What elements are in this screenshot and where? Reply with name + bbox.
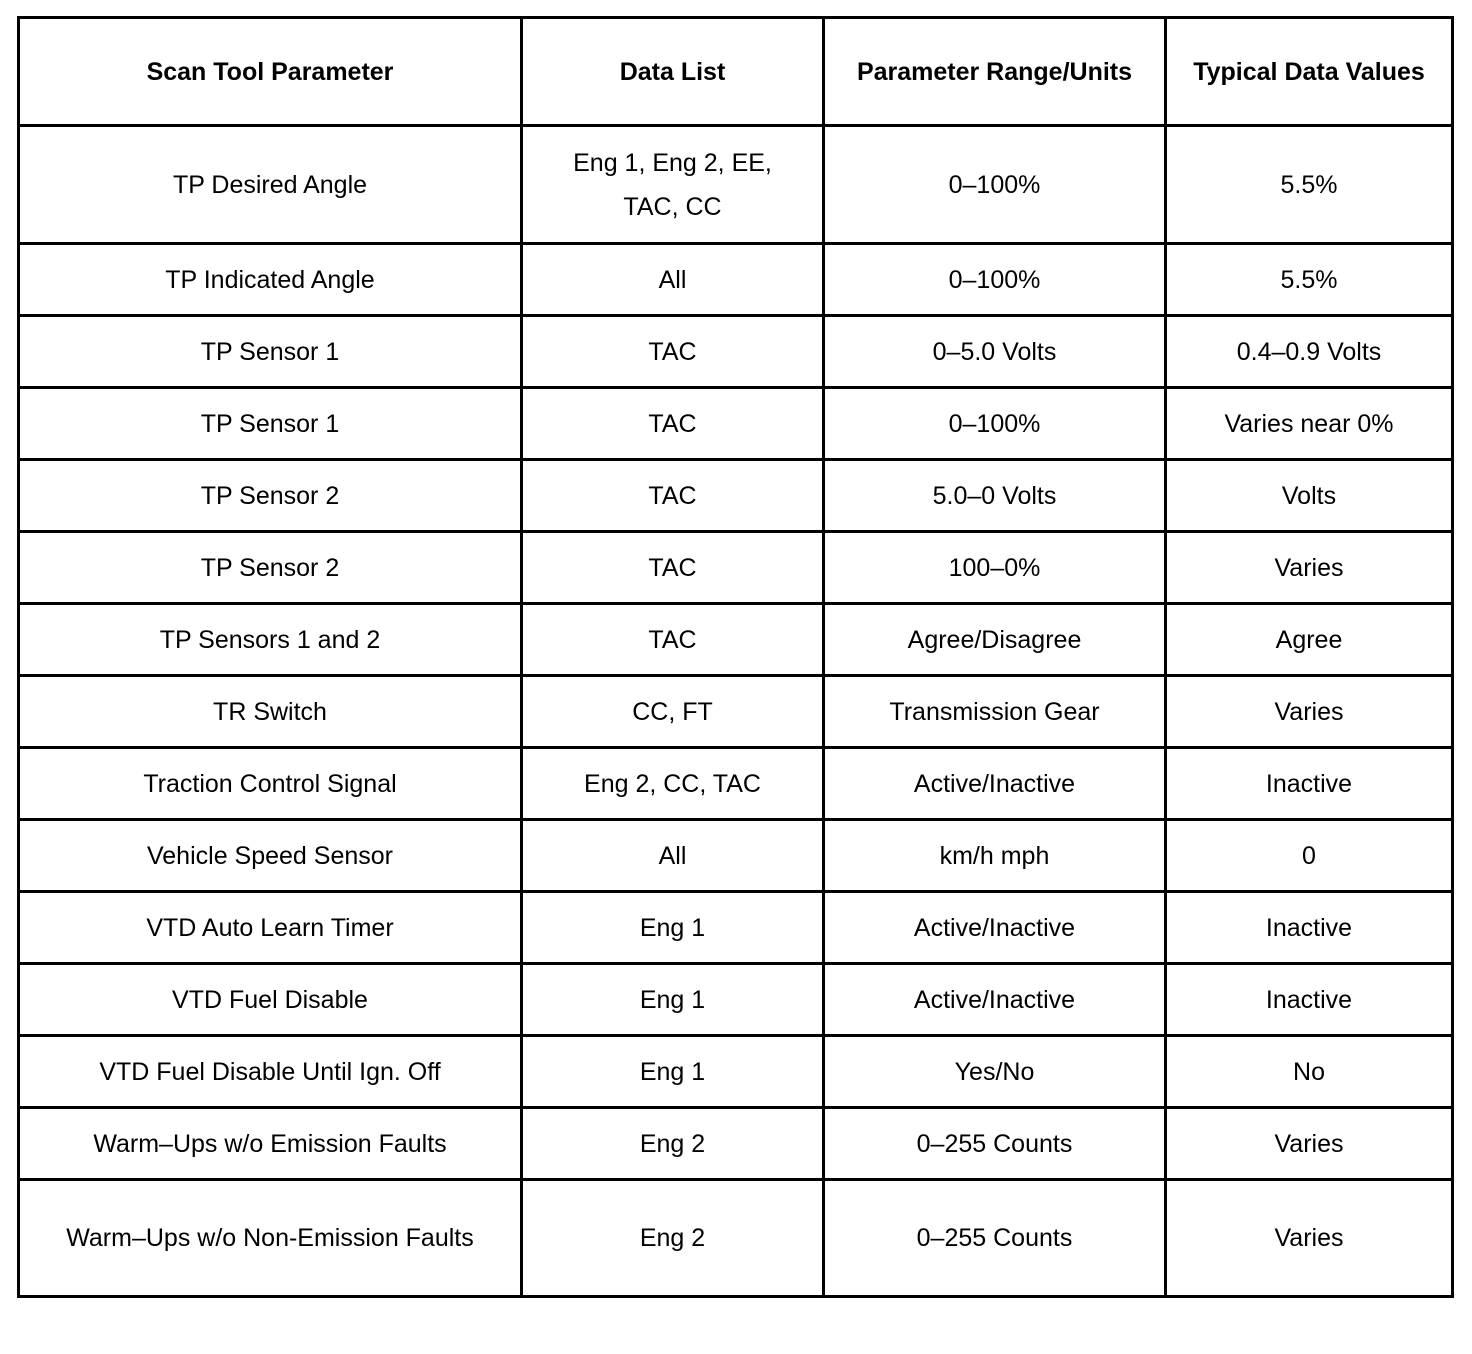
cell-range-units: Active/Inactive — [824, 964, 1166, 1036]
cell-typical-value: 0 — [1166, 820, 1453, 892]
table-row — [19, 820, 1453, 892]
cell-parameter: TP Sensors 1 and 2 — [19, 604, 522, 676]
table-row — [19, 892, 1453, 964]
cell-range-units: 0–100% — [824, 126, 1166, 244]
scan-tool-data-table-container — [17, 16, 1451, 1298]
header-scan-tool-parameter: Scan Tool Parameter — [19, 18, 522, 126]
cell-typical-value: 5.5% — [1166, 126, 1453, 244]
cell-data-list: Eng 2 — [522, 1108, 824, 1180]
cell-data-list: All — [522, 244, 824, 316]
cell-range-units: Yes/No — [824, 1036, 1166, 1108]
cell-data-list: CC, FT — [522, 676, 824, 748]
table-row — [19, 316, 1453, 388]
table-row — [19, 1036, 1453, 1108]
table-row — [19, 964, 1453, 1036]
cell-typical-value: Varies — [1166, 1108, 1453, 1180]
cell-parameter: Warm–Ups w/o Non-Emission Faults — [19, 1180, 522, 1297]
cell-range-units: 0–255 Counts — [824, 1180, 1166, 1297]
header-data-list: Data List — [522, 18, 824, 126]
cell-parameter: TP Sensor 1 — [19, 316, 522, 388]
cell-range-units: 0–5.0 Volts — [824, 316, 1166, 388]
cell-typical-value: 5.5% — [1166, 244, 1453, 316]
table-row — [19, 604, 1453, 676]
cell-parameter: VTD Fuel Disable Until Ign. Off — [19, 1036, 522, 1108]
cell-parameter: Warm–Ups w/o Emission Faults — [19, 1108, 522, 1180]
cell-typical-value: Agree — [1166, 604, 1453, 676]
cell-typical-value: Inactive — [1166, 892, 1453, 964]
cell-typical-value: Varies — [1166, 532, 1453, 604]
cell-range-units: 100–0% — [824, 532, 1166, 604]
cell-typical-value: Volts — [1166, 460, 1453, 532]
header-typical-data-values: Typical Data Values — [1166, 18, 1453, 126]
cell-typical-value: Varies — [1166, 676, 1453, 748]
table-row — [19, 460, 1453, 532]
cell-range-units: Active/Inactive — [824, 892, 1166, 964]
cell-parameter: VTD Fuel Disable — [19, 964, 522, 1036]
table-row — [19, 244, 1453, 316]
cell-parameter: TP Sensor 1 — [19, 388, 522, 460]
cell-range-units: 0–100% — [824, 244, 1166, 316]
table-row — [19, 1180, 1453, 1297]
cell-typical-value: Varies — [1166, 1180, 1453, 1297]
cell-range-units: 0–100% — [824, 388, 1166, 460]
table-row — [19, 676, 1453, 748]
table-row — [19, 126, 1453, 244]
cell-range-units: km/h mph — [824, 820, 1166, 892]
cell-data-list: Eng 2 — [522, 1180, 824, 1297]
table-header-row — [19, 18, 1453, 126]
cell-range-units: Agree/Disagree — [824, 604, 1166, 676]
cell-parameter: TP Desired Angle — [19, 126, 522, 244]
table-row — [19, 532, 1453, 604]
cell-data-list: TAC — [522, 316, 824, 388]
cell-data-list: TAC — [522, 532, 824, 604]
cell-parameter: TP Sensor 2 — [19, 532, 522, 604]
cell-typical-value: 0.4–0.9 Volts — [1166, 316, 1453, 388]
cell-data-list: Eng 1 — [522, 892, 824, 964]
cell-data-list: Eng 1 — [522, 964, 824, 1036]
table-row — [19, 748, 1453, 820]
cell-range-units: Transmission Gear — [824, 676, 1166, 748]
cell-typical-value: Varies near 0% — [1166, 388, 1453, 460]
cell-parameter: VTD Auto Learn Timer — [19, 892, 522, 964]
cell-data-list: TAC — [522, 604, 824, 676]
cell-range-units: 5.0–0 Volts — [824, 460, 1166, 532]
cell-typical-value: Inactive — [1166, 964, 1453, 1036]
cell-parameter: TR Switch — [19, 676, 522, 748]
cell-parameter: Traction Control Signal — [19, 748, 522, 820]
header-parameter-range-units: Parameter Range/Units — [824, 18, 1166, 126]
cell-parameter: Vehicle Speed Sensor — [19, 820, 522, 892]
scan-tool-data-table — [17, 16, 1454, 1298]
cell-parameter: TP Sensor 2 — [19, 460, 522, 532]
cell-range-units: 0–255 Counts — [824, 1108, 1166, 1180]
cell-parameter: TP Indicated Angle — [19, 244, 522, 316]
cell-data-list: Eng 2, CC, TAC — [522, 748, 824, 820]
cell-data-list: Eng 1, Eng 2, EE, TAC, CC — [522, 126, 824, 244]
cell-data-list: TAC — [522, 388, 824, 460]
table-row — [19, 388, 1453, 460]
cell-range-units: Active/Inactive — [824, 748, 1166, 820]
cell-data-list: TAC — [522, 460, 824, 532]
cell-data-list: Eng 1 — [522, 1036, 824, 1108]
cell-typical-value: Inactive — [1166, 748, 1453, 820]
cell-typical-value: No — [1166, 1036, 1453, 1108]
cell-data-list: All — [522, 820, 824, 892]
table-row — [19, 1108, 1453, 1180]
